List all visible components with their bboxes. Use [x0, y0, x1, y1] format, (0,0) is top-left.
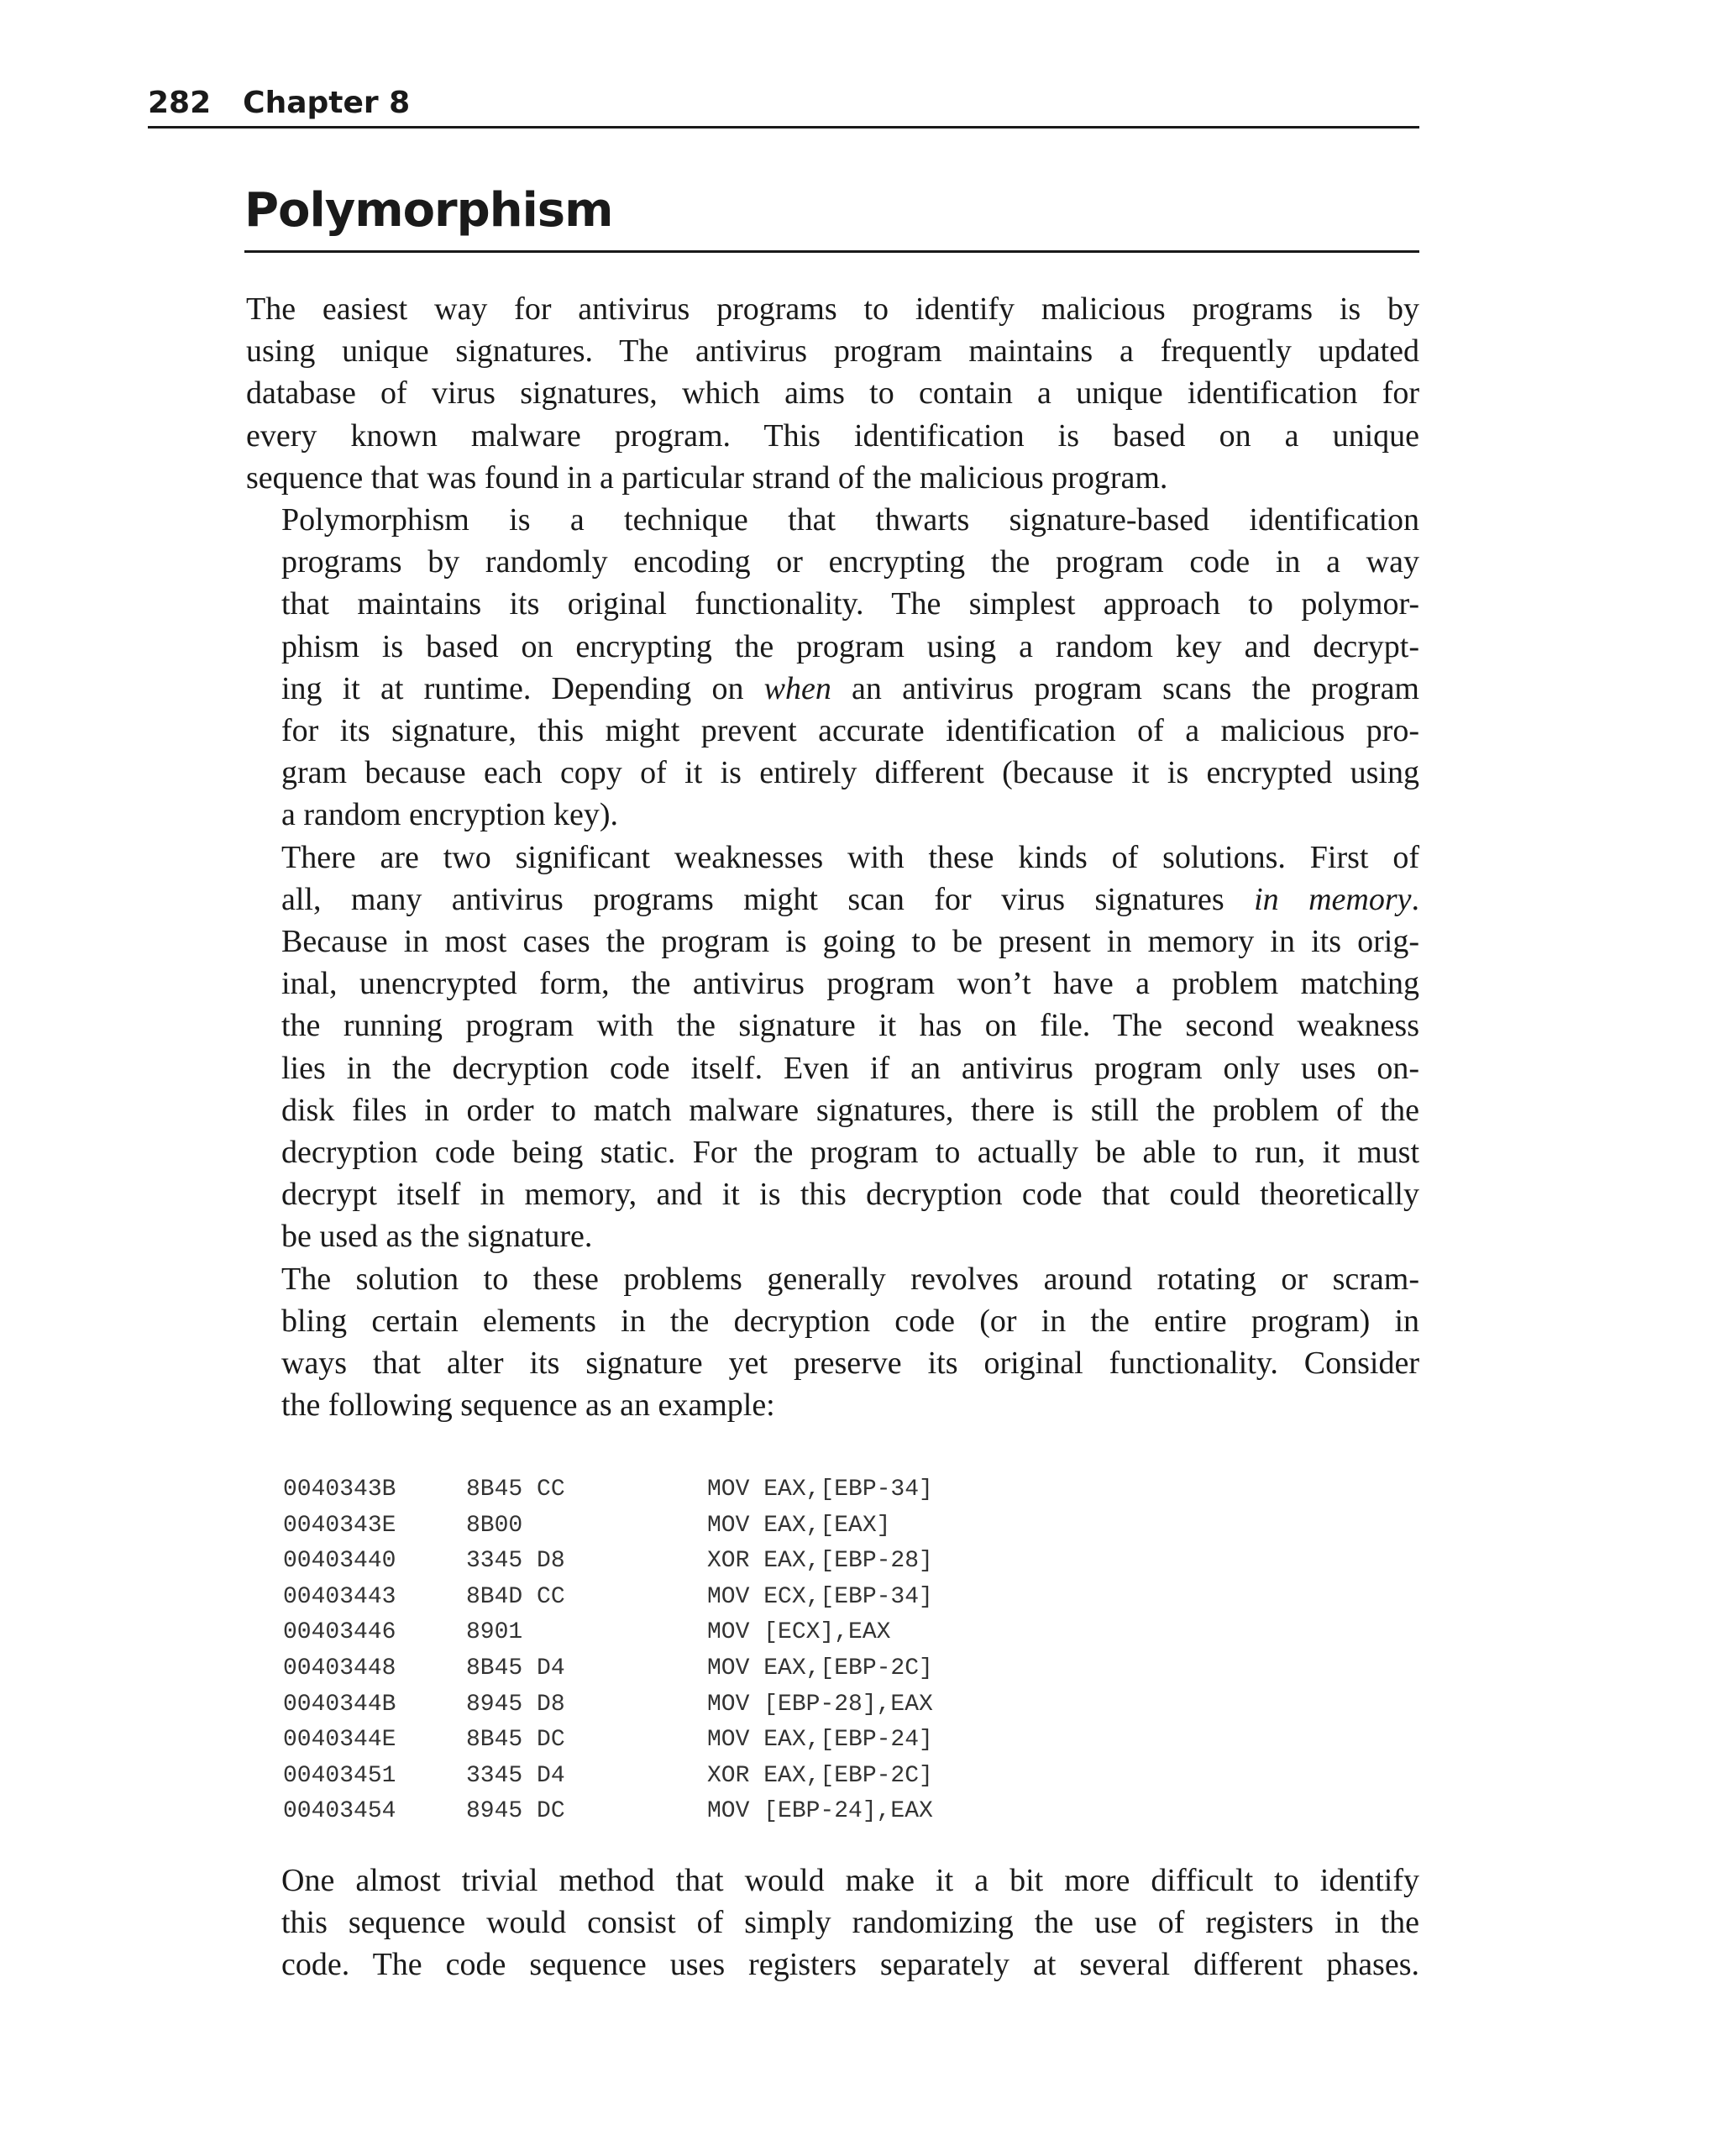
code-instruction: MOV EAX,[EBP-34] — [707, 1477, 933, 1503]
code-row — [283, 1723, 933, 1759]
code-address: 00403454 — [283, 1798, 396, 1825]
text-line: programs by randomly encoding or encrypting the program code in a way — [281, 544, 1419, 580]
text-line: inal, unencrypted form, the antivirus program won’t have a problem matching — [281, 966, 1419, 1002]
text-line: using unique signatures. The antivirus program maintains a frequently updated — [246, 333, 1419, 370]
text-line: the running program with the signature it has on file. The second weakness — [281, 1008, 1419, 1044]
code-row — [283, 1615, 933, 1651]
text-line: One almost trivial method that would make it a bit more difficult to identify — [281, 1863, 1419, 1898]
code-bytes: 8B45 D4 — [466, 1655, 565, 1681]
emphasis: when — [763, 670, 831, 706]
text-line: code. The code sequence uses registers separately at several different phases. — [281, 1947, 1419, 1983]
text-line: decryption code being static. For the program to actually be able to run, it must — [281, 1135, 1419, 1171]
code-listing — [283, 1472, 933, 1830]
code-address: 00403443 — [283, 1583, 396, 1610]
text-line: disk files in order to match malware signatures, there is still the problem of the — [281, 1092, 1419, 1128]
code-bytes: 8945 DC — [466, 1798, 565, 1825]
text-line — [246, 668, 1419, 710]
code-address: 00403440 — [283, 1548, 396, 1575]
text-line: database of virus signatures, which aims to contain a unique identification for — [246, 375, 1419, 412]
code-instruction: XOR EAX,[EBP-2C] — [707, 1762, 933, 1789]
text-line: that maintains its original functionality. The simplest approach to polymor- — [281, 586, 1419, 622]
code-bytes: 8B45 DC — [466, 1727, 565, 1754]
text-line: bling certain elements in the decryption code (or in the entire program) in — [281, 1303, 1419, 1339]
emphasis: in memory — [1254, 881, 1412, 917]
code-bytes: 8901 — [466, 1619, 523, 1646]
text-line: There are two significant weaknesses with these kinds of solutions. First of — [281, 839, 1419, 875]
code-row — [283, 1544, 933, 1580]
running-head — [148, 81, 1419, 129]
code-row — [283, 1794, 933, 1830]
code-row — [283, 1651, 933, 1687]
code-instruction: MOV EAX,[EBP-24] — [707, 1727, 933, 1754]
code-instruction: MOV [EBP-28],EAX — [707, 1691, 933, 1718]
paragraph — [246, 1860, 1419, 1986]
code-instruction: XOR EAX,[EBP-28] — [707, 1548, 933, 1575]
code-address: 0040344B — [283, 1691, 396, 1718]
text-line: a random encryption key). — [281, 797, 618, 833]
paragraph — [246, 499, 1419, 837]
text-line: this sequence would consist of simply randomizing the use of registers in the — [281, 1905, 1419, 1941]
paragraph — [246, 837, 1419, 1258]
code-instruction: MOV [ECX],EAX — [707, 1619, 891, 1646]
text-line: ways that alter its signature yet preserve its original functionality. Consider — [281, 1346, 1419, 1382]
page-number: 282 — [148, 86, 212, 120]
code-row — [283, 1472, 933, 1508]
code-address: 0040344E — [283, 1727, 396, 1754]
paragraph — [246, 1258, 1419, 1427]
code-row — [283, 1687, 933, 1723]
code-address: 0040343E — [283, 1512, 396, 1539]
code-instruction: MOV [EBP-24],EAX — [707, 1798, 933, 1825]
chapter-label: Chapter 8 — [243, 86, 411, 120]
code-address: 00403446 — [283, 1619, 396, 1646]
code-address: 0040343B — [283, 1477, 396, 1503]
text-line: phism is based on encrypting the program using a random key and decrypt- — [281, 628, 1419, 664]
text-run: . — [1411, 881, 1419, 917]
text-run: ing it at runtime. Depending on — [281, 670, 764, 706]
text-run: an antivirus program scans the program — [831, 670, 1419, 706]
text-line: sequence that was found in a particular strand of the malicious program. — [246, 459, 1168, 496]
code-bytes: 8945 D8 — [466, 1691, 565, 1718]
code-bytes: 8B45 CC — [466, 1477, 565, 1503]
text-line: lies in the decryption code itself. Even if an antivirus program only uses on- — [281, 1050, 1419, 1086]
text-line: be used as the signature. — [281, 1219, 593, 1255]
text-line: every known malware program. This identification is based on a unique — [246, 417, 1419, 454]
code-address: 00403451 — [283, 1762, 396, 1789]
code-bytes: 3345 D8 — [466, 1548, 565, 1575]
text-line: Polymorphism is a technique that thwarts signature-based identification — [281, 502, 1419, 538]
code-bytes: 3345 D4 — [466, 1762, 565, 1789]
text-line: decrypt itself in memory, and it is this decryption code that could theoretically — [281, 1177, 1419, 1213]
text-line — [246, 879, 1419, 921]
text-line: The solution to these problems generally revolves around rotating or scram- — [281, 1261, 1419, 1297]
code-bytes: 8B00 — [466, 1512, 523, 1539]
code-instruction: MOV ECX,[EBP-34] — [707, 1583, 933, 1610]
code-row — [283, 1508, 933, 1545]
paragraph — [246, 288, 1419, 499]
body-text-lower — [246, 1860, 1419, 1986]
code-instruction: MOV EAX,[EAX] — [707, 1512, 891, 1539]
code-address: 00403448 — [283, 1655, 396, 1681]
text-line: Because in most cases the program is going to be present in memory in its orig- — [281, 924, 1419, 960]
code-bytes: 8B4D CC — [466, 1583, 565, 1610]
text-line: gram because each copy of it is entirely different (because it is encrypted using — [281, 755, 1419, 791]
code-row — [283, 1759, 933, 1795]
section-title: Polymorphism — [244, 178, 1419, 253]
text-line: the following sequence as an example: — [281, 1387, 775, 1424]
text-line: The easiest way for antivirus programs to identify malicious programs is by — [246, 291, 1419, 327]
text-run: all, many antivirus programs might scan for virus signatures — [281, 881, 1255, 917]
code-row — [283, 1580, 933, 1616]
code-instruction: MOV EAX,[EBP-2C] — [707, 1655, 933, 1681]
body-text-upper — [246, 288, 1419, 1426]
text-line: for its signature, this might prevent accurate identification of a malicious pro- — [281, 713, 1419, 749]
